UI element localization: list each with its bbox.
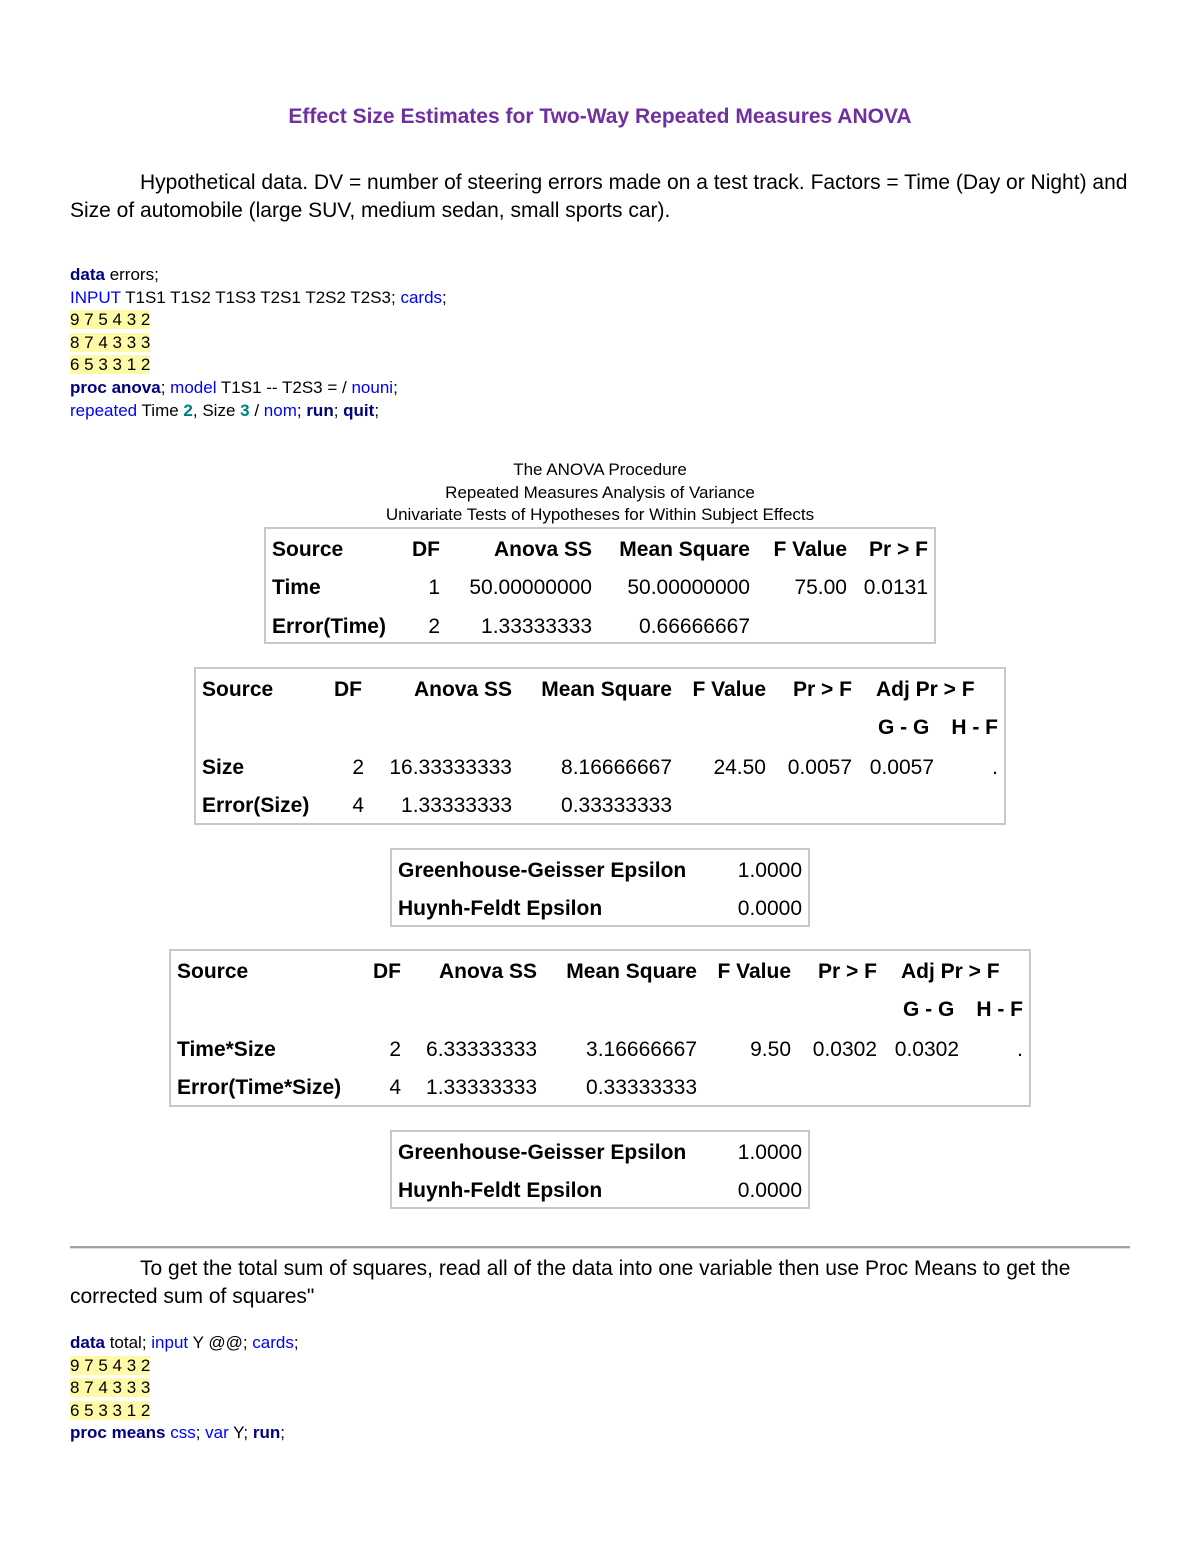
anova-table-size xyxy=(194,667,1006,825)
table-row: Time 1 50.00000000 50.00000000 75.00 0.0131 xyxy=(272,576,928,599)
outro-paragraph: To get the total sum of squares, read all of the data into one variable then use Proc Means to get the corrected sum of squares" xyxy=(70,1257,1071,1308)
anova-table-interaction xyxy=(169,949,1031,1107)
horizontal-divider xyxy=(70,1246,1130,1249)
anova-table-time xyxy=(264,527,936,644)
data-line: 9 7 5 4 3 2 xyxy=(70,310,151,330)
table-row: Size 2 16.33333333 8.16666667 24.50 0.0057 0.0057 . xyxy=(202,756,998,779)
table-header-row: Source DF Anova SS Mean Square F Value Pr > F Adj Pr > F xyxy=(202,678,975,701)
data-line: 9 7 5 4 3 2 xyxy=(70,1355,151,1375)
procedure-table-caption: Univariate Tests of Hypotheses for Within Subject Effects xyxy=(385,505,815,525)
sas-code-block-2: data total; input Y @@; cards; 9 7 5 4 3 2 8 7 4 3 3 3 6 5 3 3 1 2 proc means css; var Y; run; xyxy=(70,1333,299,1443)
epsilon-table-interaction xyxy=(390,1130,810,1209)
table-subheader-row: G - G H - F xyxy=(878,716,998,739)
data-line: 8 7 4 3 3 3 xyxy=(70,332,151,352)
table-row: Error(Time) 2 1.33333333 0.66666667 xyxy=(272,615,750,638)
data-line: 8 7 4 3 3 3 xyxy=(70,1378,151,1398)
data-line: 6 5 3 3 1 2 xyxy=(70,1400,151,1420)
procedure-header xyxy=(0,459,1200,527)
page-title: Effect Size Estimates for Two-Way Repeated Measures ANOVA xyxy=(288,105,912,128)
data-line: 6 5 3 3 1 2 xyxy=(70,355,151,375)
table-row: Time*Size 2 6.33333333 3.16666667 9.50 0.0302 0.0302 . xyxy=(177,1038,1023,1061)
table-header-row: Source DF Anova SS Mean Square F Value Pr > F Adj Pr > F xyxy=(177,960,1000,983)
procedure-title: The ANOVA Procedure xyxy=(513,460,687,479)
table-row: Huynh-Feldt Epsilon 0.0000 xyxy=(398,897,802,920)
procedure-subtitle: Repeated Measures Analysis of Variance xyxy=(445,482,755,502)
intro-paragraph: Hypothetical data. DV = number of steering errors made on a test track. Factors = Time (Day or Night) and Size of automobile (large SUV, medium sedan, small sports car). xyxy=(70,171,1128,222)
table-row: Greenhouse-Geisser Epsilon 1.0000 xyxy=(398,1141,802,1164)
table-header-row: Source DF Anova SS Mean Square F Value Pr > F xyxy=(272,538,928,561)
epsilon-table-size xyxy=(390,848,810,927)
table-subheader-row: G - G H - F xyxy=(903,998,1023,1021)
table-row: Greenhouse-Geisser Epsilon 1.0000 xyxy=(398,859,802,882)
table-row: Error(Time*Size) 4 1.33333333 0.33333333 xyxy=(177,1076,697,1099)
sas-code-block-1: data errors; INPUT T1S1 T1S2 T1S3 T2S1 T2S2 T2S3; cards; 9 7 5 4 3 2 8 7 4 3 3 3 6 5 3 3 1 2 proc anova; model T1S1 -- T2S3 = / nouni; repeated Time 2, Size 3 / nom; run; quit; xyxy=(70,265,447,420)
table-row: Error(Size) 4 1.33333333 0.33333333 xyxy=(202,794,672,817)
table-row: Huynh-Feldt Epsilon 0.0000 xyxy=(398,1179,802,1202)
